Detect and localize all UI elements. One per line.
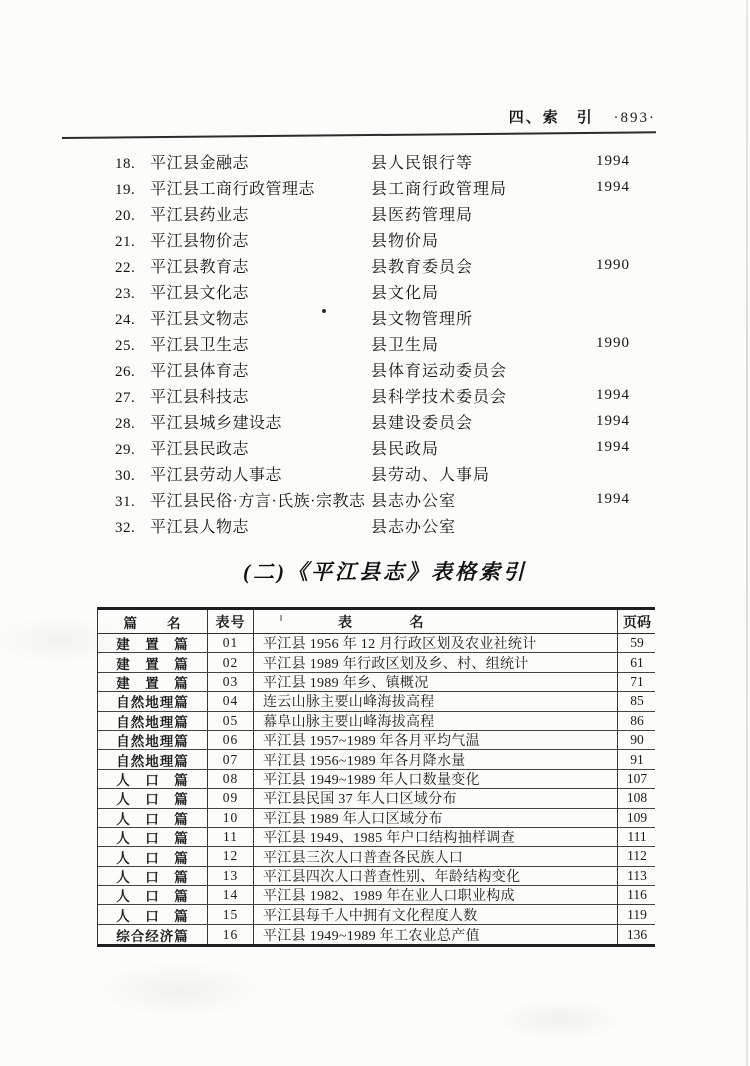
table-row	[98, 867, 655, 886]
cell-biao-ming: 连云山脉主要山峰海拔高程	[254, 692, 618, 710]
cell-biao-hao: 14	[208, 886, 254, 904]
list-item-number: 28.	[115, 415, 136, 432]
cell-biao-ming: 平江县 1949~1989 年工农业总产值	[254, 925, 618, 944]
cell-pian-ming: 建 置 篇	[98, 634, 208, 652]
header-rule	[62, 131, 656, 139]
cell-biao-ming: 平江县 1956~1989 年各月降水量	[254, 750, 618, 768]
list-item	[115, 304, 630, 330]
list-item-compiler: 县民政局	[371, 440, 440, 458]
list-item-number: 21.	[115, 233, 136, 250]
list-item-title-cell	[115, 384, 371, 407]
table-row	[98, 770, 655, 789]
running-header	[0, 106, 656, 127]
table-row	[98, 712, 655, 731]
cell-biao-ming: 平江县四次人口普查性别、年龄结构变化	[254, 867, 618, 885]
table-body	[98, 634, 655, 944]
list-item-title: 平江县工商行政管理志	[150, 180, 316, 198]
list-item-title-cell	[115, 306, 371, 329]
cell-pian-ming: 人 口 篇	[98, 905, 208, 923]
cell-ye-ma: 107	[626, 770, 648, 786]
cell-biao-ming: 平江县 1957~1989 年各月平均气温	[254, 731, 618, 749]
table-row	[98, 634, 655, 653]
list-item-number: 26.	[115, 363, 136, 380]
table-row	[98, 847, 655, 866]
list-item	[115, 226, 630, 252]
list-item-title: 平江县民俗·方言·氏族·宗教志	[150, 492, 366, 510]
cell-biao-hao: 12	[208, 847, 254, 865]
list-item-title: 平江县城乡建设志	[150, 414, 283, 432]
list-item-year: 1990	[596, 256, 630, 273]
cell-biao-hao: 04	[208, 692, 254, 710]
list-item-title-cell	[115, 254, 371, 277]
cell-pian-ming: 人 口 篇	[98, 886, 208, 904]
table-row	[98, 905, 655, 924]
table-row	[98, 809, 655, 828]
cell-ye-ma: 61	[630, 654, 644, 670]
cell-biao-ming: 平江县 1949~1989 年人口数量变化	[254, 770, 618, 788]
cell-biao-hao: 15	[208, 905, 254, 923]
list-item	[115, 252, 630, 278]
list-item-title: 平江县民政志	[150, 440, 250, 458]
cell-biao-ming: 平江县 1989 年人口区域分布	[254, 809, 618, 827]
list-item-title-cell	[115, 514, 371, 537]
running-header-section-label: 四、索 引	[508, 109, 594, 126]
list-item	[115, 356, 630, 382]
cell-pian-ming: 人 口 篇	[98, 828, 208, 846]
list-item-number: 18.	[115, 155, 136, 172]
cell-biao-ming: 平江县 1989 年乡、镇概况	[254, 673, 618, 691]
cell-ye-ma: 109	[626, 809, 648, 825]
list-item-title-cell	[115, 436, 371, 459]
list-item-number: 19.	[115, 181, 136, 198]
list-item-title: 平江县金融志	[150, 154, 250, 172]
list-item-compiler: 县卫生局	[371, 336, 440, 354]
list-item-compiler: 县医药管理局	[371, 206, 474, 224]
list-item-number: 30.	[115, 467, 136, 484]
list-item-year: 1990	[596, 334, 630, 351]
column-header-biao-ming: 表 名	[254, 610, 618, 633]
cell-pian-ming: 综合经济篇	[98, 925, 208, 944]
table-row	[98, 828, 655, 847]
list-item	[115, 148, 630, 174]
list-item-number: 22.	[115, 259, 136, 276]
cell-biao-ming: 平江县 1956 年 12 月行政区划及农业社统计	[254, 634, 618, 652]
table-row	[98, 789, 655, 808]
cell-biao-ming: 平江县 1949、1985 年户口结构抽样调查	[254, 828, 618, 846]
cell-ye-ma: 86	[630, 712, 644, 728]
table-row	[98, 731, 655, 750]
cell-biao-hao: 02	[208, 653, 254, 671]
column-header-pian-ming: 篇 名	[98, 610, 208, 633]
list-item	[115, 512, 630, 538]
cell-biao-ming: 平江县三次人口普查各民族人口	[254, 847, 618, 865]
list-item-title-cell	[115, 202, 371, 225]
list-item-title: 平江县文化志	[150, 284, 250, 302]
page-edge-line	[746, 0, 748, 1066]
cell-biao-hao: 09	[208, 789, 254, 807]
list-item-title-cell	[115, 280, 371, 303]
list-item-year: 1994	[596, 152, 630, 169]
cell-biao-hao: 06	[208, 731, 254, 749]
list-item	[115, 460, 630, 486]
cell-pian-ming: 人 口 篇	[98, 867, 208, 885]
scan-artifact-dot	[322, 309, 326, 313]
cell-biao-ming: 幕阜山脉主要山峰海拔高程	[254, 712, 618, 730]
cell-ye-ma: 91	[630, 751, 644, 767]
list-item	[115, 174, 630, 200]
list-item-compiler: 县志办公室	[371, 518, 457, 536]
cell-pian-ming: 自然地理篇	[98, 731, 208, 749]
cell-biao-hao: 03	[208, 673, 254, 691]
cell-pian-ming: 人 口 篇	[98, 809, 208, 827]
cell-ye-ma: 119	[627, 906, 647, 922]
list-item	[115, 434, 630, 460]
column-header-ye-ma: 页码	[623, 613, 651, 630]
cell-pian-ming: 建 置 篇	[98, 653, 208, 671]
list-item-title: 平江县体育志	[150, 362, 250, 380]
cell-ye-ma: 59	[630, 635, 644, 651]
list-item-title: 平江县劳动人事志	[150, 466, 283, 484]
cell-pian-ming: 自然地理篇	[98, 712, 208, 730]
table-row	[98, 673, 655, 692]
cell-biao-hao: 05	[208, 712, 254, 730]
list-item-title-cell	[115, 150, 371, 173]
list-item-title: 平江县科技志	[150, 388, 250, 406]
cell-pian-ming: 人 口 篇	[98, 847, 208, 865]
cell-ye-ma: 116	[627, 887, 647, 903]
scan-artifact-tick	[280, 615, 282, 621]
cell-biao-ming: 平江县 1989 年行政区划及乡、村、组统计	[254, 653, 618, 671]
list-item-number: 23.	[115, 285, 136, 302]
list-item-year: 1994	[596, 490, 630, 507]
cell-ye-ma: 112	[627, 848, 647, 864]
cell-biao-hao: 10	[208, 809, 254, 827]
list-item-number: 20.	[115, 207, 136, 224]
list-item-title-cell	[115, 488, 371, 511]
cell-ye-ma: 113	[627, 867, 647, 883]
cell-biao-ming: 平江县 1982、1989 年在业人口职业构成	[254, 886, 618, 904]
cell-ye-ma: 71	[630, 673, 644, 689]
cell-biao-hao: 01	[208, 634, 254, 652]
cell-biao-hao: 08	[208, 770, 254, 788]
list-item	[115, 486, 630, 512]
cell-pian-ming: 人 口 篇	[98, 770, 208, 788]
cell-biao-hao: 16	[208, 925, 254, 944]
cell-biao-hao: 07	[208, 750, 254, 768]
list-item-year: 1994	[596, 178, 630, 195]
table-header-row	[98, 610, 655, 634]
list-item-title-cell	[115, 228, 371, 251]
cell-pian-ming: 自然地理篇	[98, 750, 208, 768]
list-item-number: 31.	[115, 493, 136, 510]
list-item	[115, 200, 630, 226]
list-item	[115, 330, 630, 356]
list-item-number: 29.	[115, 441, 136, 458]
list-item-title: 平江县文物志	[150, 310, 250, 328]
list-item-compiler: 县物价局	[371, 232, 440, 250]
list-item-number: 32.	[115, 519, 136, 536]
cell-ye-ma: 136	[626, 926, 648, 942]
column-header-biao-hao: 表号	[208, 610, 254, 633]
cell-pian-ming: 建 置 篇	[98, 673, 208, 691]
list-item-title-cell	[115, 410, 371, 433]
list-item	[115, 408, 630, 434]
cell-ye-ma: 85	[630, 693, 644, 709]
list-item-compiler: 县教育委员会	[371, 258, 474, 276]
list-item-title: 平江县卫生志	[150, 336, 250, 354]
list-item-title-cell	[115, 358, 371, 381]
list-item-compiler: 县科学技术委员会	[371, 388, 508, 406]
cell-biao-ming: 平江县每千人中拥有文化程度人数	[254, 905, 618, 923]
table-row	[98, 886, 655, 905]
table-row	[98, 692, 655, 711]
tables-index-table	[97, 607, 655, 947]
list-item-number: 25.	[115, 337, 136, 354]
table-row	[98, 653, 655, 672]
cell-ye-ma: 108	[626, 790, 648, 806]
list-item-title: 平江县物价志	[150, 232, 250, 250]
cell-pian-ming: 自然地理篇	[98, 692, 208, 710]
list-item-number: 27.	[115, 389, 136, 406]
cell-biao-ming: 平江县民国 37 年人口区域分布	[254, 789, 618, 807]
list-item-compiler: 县人民银行等	[371, 154, 474, 172]
table-row	[98, 750, 655, 769]
list-item-number: 24.	[115, 311, 136, 328]
list-item-compiler: 县建设委员会	[371, 414, 474, 432]
cell-biao-hao: 13	[208, 867, 254, 885]
list-item-compiler: 县志办公室	[371, 492, 457, 510]
cell-biao-hao: 11	[208, 828, 254, 846]
list-item-title: 平江县教育志	[150, 258, 250, 276]
running-header-page-number: ·893·	[613, 110, 656, 126]
list-item	[115, 382, 630, 408]
table-row	[98, 925, 655, 944]
list-item	[115, 278, 630, 304]
list-item-title: 平江县药业志	[150, 206, 250, 224]
list-item-title: 平江县人物志	[150, 518, 250, 536]
list-item-compiler: 县文物管理所	[371, 310, 474, 328]
list-item-compiler: 县工商行政管理局	[371, 180, 508, 198]
list-item-title-cell	[115, 176, 371, 199]
cell-ye-ma: 90	[630, 732, 644, 748]
cell-pian-ming: 人 口 篇	[98, 789, 208, 807]
works-list	[115, 148, 630, 538]
cell-ye-ma: 111	[627, 829, 647, 845]
list-item-year: 1994	[596, 438, 630, 455]
list-item-compiler: 县劳动、人事局	[371, 466, 491, 484]
section-title: (二)《平江县志》表格索引	[243, 560, 527, 584]
list-item-title-cell	[115, 462, 371, 485]
list-item-compiler: 县文化局	[371, 284, 440, 302]
list-item-year: 1994	[596, 386, 630, 403]
list-item-title-cell	[115, 332, 371, 355]
list-item-compiler: 县体育运动委员会	[371, 362, 508, 380]
list-item-year: 1994	[596, 412, 630, 429]
